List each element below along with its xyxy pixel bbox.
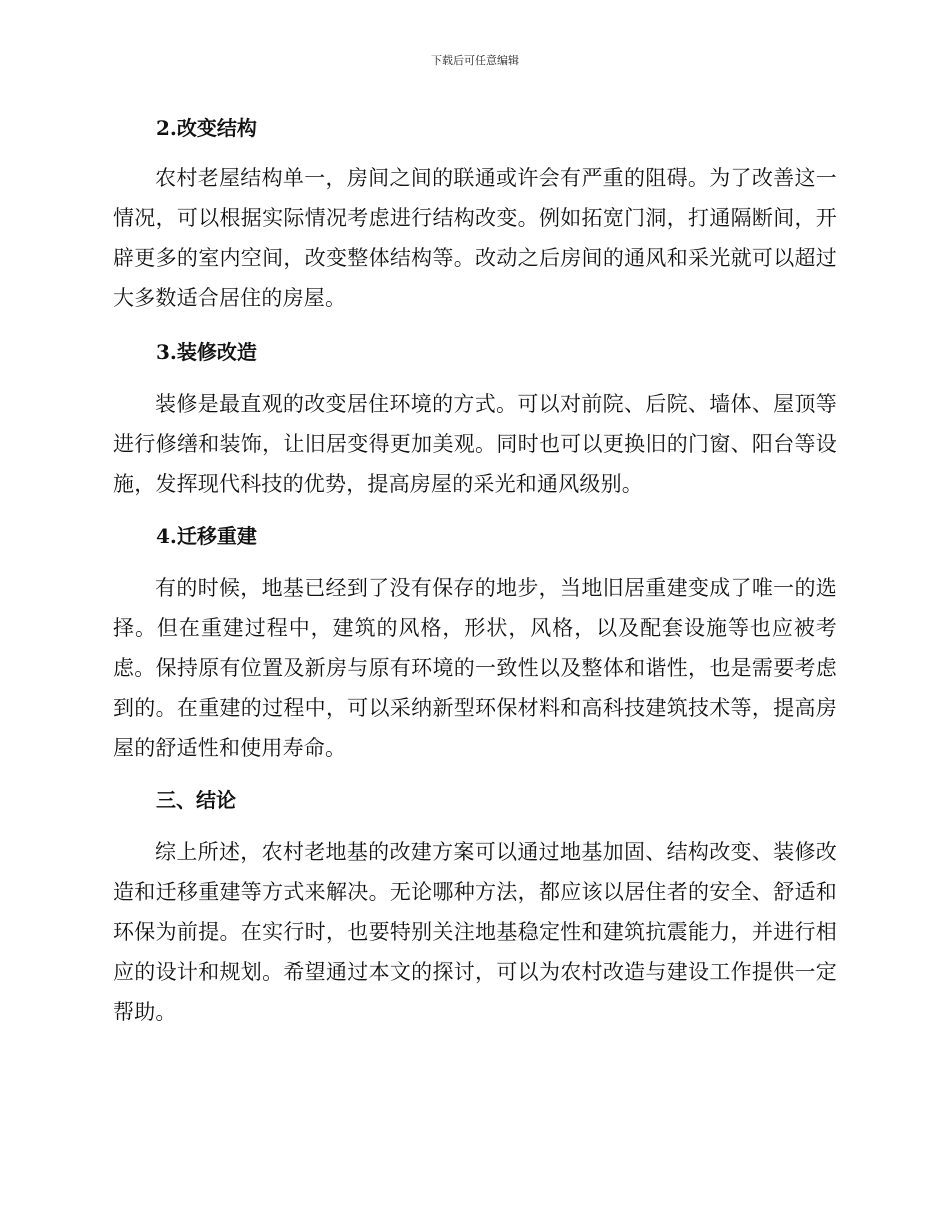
section-paragraph-conclusion: 综上所述，农村老地基的改建方案可以通过地基加固、结构改变、装修改造和迁移重建等方式来解决。无论哪种方法，都应该以居住者的安全、舒适和环保为前提。在实行时，也要特别关注地基稳定性和建筑抗震能力，并进行相应的设计和规划。希望通过本文的探讨，可以为农村改造与建设工作提供一定帮助。 [113, 840, 837, 1024]
section-paragraph-change-structure: 农村老屋结构单一，房间之间的联通或许会有严重的阻碍。为了改善这一情况，可以根据实际情况考虑进行结构改变。例如拓宽门洞，打通隔断间，开辟更多的室内空间，改变整体结构等。改动之后房间的通风和采光就可以超过大多数适合居住的房屋。 [113, 166, 837, 310]
section-heading-conclusion: 三、结论 [156, 788, 236, 812]
document-body [113, 108, 837, 1032]
section-heading-relocation: 4.迁移重建 [156, 524, 257, 548]
section-heading-renovation: 3.装修改造 [156, 340, 257, 364]
section-paragraph-relocation: 有的时候，地基已经到了没有保存的地步，当地旧居重建变成了唯一的选择。但在重建过程中，建筑的风格，形状，风格，以及配套设施等也应被考虑。保持原有位置及新房与原有环境的一致性以及整体和谐性，也是需要考虑到的。在重建的过程中，可以采纳新型环保材料和高科技建筑技术等，提高房屋的舒适性和使用寿命。 [113, 576, 837, 760]
page-header: 下载后可任意编辑 [431, 54, 519, 67]
section-paragraph-renovation: 装修是最直观的改变居住环境的方式。可以对前院、后院、墙体、屋顶等进行修缮和装饰，让旧居变得更加美观。同时也可以更换旧的门窗、阳台等设施，发挥现代科技的优势，提高房屋的采光和通风级别。 [113, 392, 837, 496]
section-heading-change-structure: 2.改变结构 [156, 116, 257, 140]
